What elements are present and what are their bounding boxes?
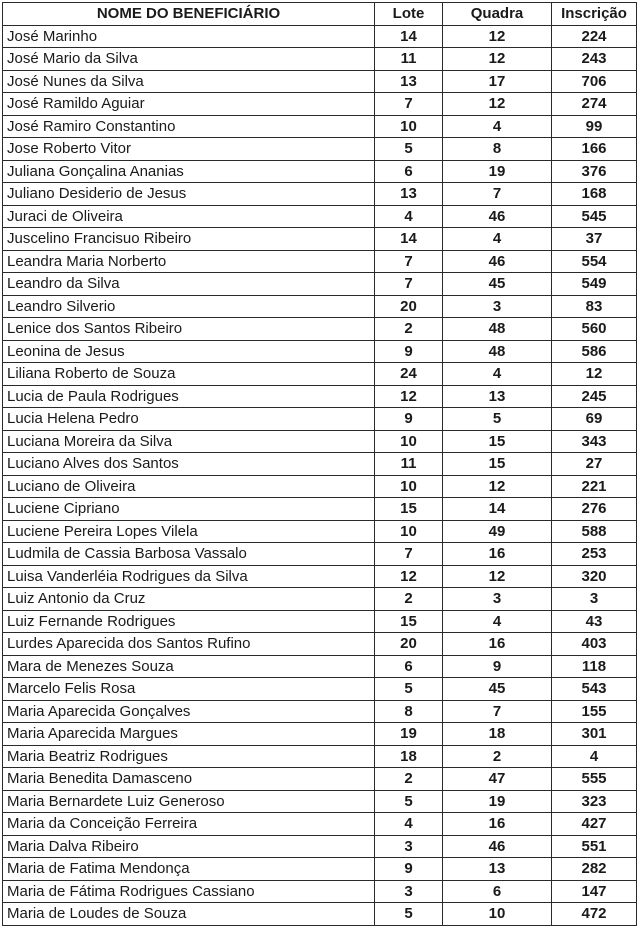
cell-inscricao: 155 [552,700,637,723]
cell-lote: 10 [375,475,443,498]
table-row [3,723,637,746]
cell-lote: 10 [375,520,443,543]
table-row [3,543,637,566]
table-header-row [3,3,637,26]
cell-inscricao: 243 [552,48,637,71]
cell-lote: 6 [375,160,443,183]
table-row [3,250,637,273]
cell-inscricao: 555 [552,768,637,791]
cell-name: Marcelo Felis Rosa [3,678,375,701]
cell-inscricao: 554 [552,250,637,273]
cell-name: José Ramiro Constantino [3,115,375,138]
cell-quadra: 15 [443,430,552,453]
cell-lote: 7 [375,273,443,296]
cell-quadra: 12 [443,565,552,588]
cell-name: Lucia Helena Pedro [3,408,375,431]
cell-quadra: 5 [443,408,552,431]
cell-quadra: 48 [443,318,552,341]
table-row [3,385,637,408]
table-row [3,160,637,183]
cell-name: Maria da Conceição Ferreira [3,813,375,836]
table-row [3,655,637,678]
cell-lote: 7 [375,250,443,273]
cell-lote: 3 [375,880,443,903]
cell-quadra: 18 [443,723,552,746]
cell-inscricao: 221 [552,475,637,498]
cell-lote: 13 [375,183,443,206]
table-row [3,363,637,386]
cell-quadra: 4 [443,363,552,386]
table-row [3,295,637,318]
cell-inscricao: 545 [552,205,637,228]
cell-name: Leandra Maria Norberto [3,250,375,273]
cell-lote: 9 [375,340,443,363]
cell-quadra: 17 [443,70,552,93]
table-row [3,813,637,836]
table-row [3,678,637,701]
cell-inscricao: 320 [552,565,637,588]
beneficiary-table [2,2,637,926]
cell-lote: 8 [375,700,443,723]
cell-quadra: 4 [443,115,552,138]
cell-inscricao: 69 [552,408,637,431]
cell-name: Luciene Cipriano [3,498,375,521]
cell-name: Liliana Roberto de Souza [3,363,375,386]
table-row [3,25,637,48]
cell-inscricao: 3 [552,588,637,611]
table-row [3,273,637,296]
cell-inscricao: 276 [552,498,637,521]
cell-inscricao: 99 [552,115,637,138]
cell-lote: 6 [375,655,443,678]
cell-inscricao: 551 [552,835,637,858]
cell-name: Juraci de Oliveira [3,205,375,228]
cell-name: Lurdes Aparecida dos Santos Rufino [3,633,375,656]
cell-inscricao: 224 [552,25,637,48]
cell-inscricao: 274 [552,93,637,116]
table-row [3,858,637,881]
cell-inscricao: 83 [552,295,637,318]
cell-name: Maria de Fátima Rodrigues Cassiano [3,880,375,903]
cell-inscricao: 560 [552,318,637,341]
cell-inscricao: 586 [552,340,637,363]
beneficiary-document [2,2,636,926]
cell-quadra: 16 [443,633,552,656]
header-quadra: Quadra [443,3,552,26]
table-row [3,70,637,93]
cell-quadra: 3 [443,588,552,611]
cell-lote: 2 [375,588,443,611]
cell-lote: 13 [375,70,443,93]
table-row [3,745,637,768]
table-row [3,408,637,431]
cell-quadra: 13 [443,385,552,408]
cell-inscricao: 147 [552,880,637,903]
cell-lote: 7 [375,543,443,566]
cell-inscricao: 376 [552,160,637,183]
cell-lote: 3 [375,835,443,858]
cell-name: José Marinho [3,25,375,48]
cell-quadra: 6 [443,880,552,903]
cell-quadra: 12 [443,93,552,116]
cell-name: Leandro Silverio [3,295,375,318]
cell-quadra: 46 [443,835,552,858]
cell-quadra: 45 [443,273,552,296]
cell-inscricao: 37 [552,228,637,251]
cell-name: Juliano Desiderio de Jesus [3,183,375,206]
cell-quadra: 12 [443,25,552,48]
cell-inscricao: 282 [552,858,637,881]
cell-lote: 19 [375,723,443,746]
cell-lote: 5 [375,138,443,161]
cell-quadra: 10 [443,903,552,926]
cell-inscricao: 253 [552,543,637,566]
cell-name: Luciano Alves dos Santos [3,453,375,476]
cell-quadra: 19 [443,160,552,183]
cell-lote: 2 [375,768,443,791]
cell-lote: 11 [375,453,443,476]
table-body [3,25,637,925]
cell-lote: 15 [375,610,443,633]
cell-lote: 18 [375,745,443,768]
cell-quadra: 14 [443,498,552,521]
table-row [3,588,637,611]
cell-quadra: 13 [443,858,552,881]
table-row [3,475,637,498]
cell-name: Luiz Fernande Rodrigues [3,610,375,633]
cell-lote: 5 [375,790,443,813]
cell-quadra: 7 [443,700,552,723]
cell-name: Maria Aparecida Margues [3,723,375,746]
cell-lote: 2 [375,318,443,341]
cell-quadra: 12 [443,48,552,71]
cell-lote: 5 [375,903,443,926]
table-row [3,880,637,903]
cell-quadra: 46 [443,205,552,228]
cell-quadra: 45 [443,678,552,701]
cell-inscricao: 168 [552,183,637,206]
cell-lote: 11 [375,48,443,71]
cell-quadra: 4 [443,610,552,633]
cell-name: Maria Bernardete Luiz Generoso [3,790,375,813]
cell-lote: 10 [375,430,443,453]
cell-name: José Mario da Silva [3,48,375,71]
cell-name: Lenice dos Santos Ribeiro [3,318,375,341]
table-row [3,835,637,858]
cell-quadra: 49 [443,520,552,543]
cell-name: Juliana Gonçalina Ananias [3,160,375,183]
cell-inscricao: 12 [552,363,637,386]
table-row [3,903,637,926]
cell-lote: 24 [375,363,443,386]
cell-name: Luiz Antonio da Cruz [3,588,375,611]
table-row [3,520,637,543]
cell-name: Maria Aparecida Gonçalves [3,700,375,723]
cell-inscricao: 549 [552,273,637,296]
cell-quadra: 16 [443,813,552,836]
header-inscricao: Inscrição [552,3,637,26]
table-row [3,453,637,476]
cell-lote: 4 [375,813,443,836]
table-row [3,48,637,71]
cell-lote: 9 [375,858,443,881]
cell-inscricao: 323 [552,790,637,813]
cell-name: Jose Roberto Vitor [3,138,375,161]
cell-inscricao: 166 [552,138,637,161]
cell-name: Maria Dalva Ribeiro [3,835,375,858]
table-row [3,768,637,791]
cell-inscricao: 706 [552,70,637,93]
cell-quadra: 12 [443,475,552,498]
cell-name: Ludmila de Cassia Barbosa Vassalo [3,543,375,566]
cell-quadra: 46 [443,250,552,273]
cell-name: Maria de Fatima Mendonça [3,858,375,881]
cell-quadra: 16 [443,543,552,566]
header-name: NOME DO BENEFICIÁRIO [3,3,375,26]
cell-quadra: 7 [443,183,552,206]
cell-lote: 12 [375,565,443,588]
table-row [3,340,637,363]
table-row [3,610,637,633]
cell-lote: 14 [375,25,443,48]
cell-quadra: 19 [443,790,552,813]
cell-lote: 10 [375,115,443,138]
cell-name: Maria Benedita Damasceno [3,768,375,791]
cell-quadra: 2 [443,745,552,768]
table-row [3,318,637,341]
cell-name: Luciene Pereira Lopes Vilela [3,520,375,543]
cell-lote: 20 [375,295,443,318]
cell-lote: 4 [375,205,443,228]
cell-quadra: 3 [443,295,552,318]
table-row [3,790,637,813]
table-row [3,93,637,116]
cell-inscricao: 472 [552,903,637,926]
cell-inscricao: 43 [552,610,637,633]
cell-name: Leandro da Silva [3,273,375,296]
cell-lote: 9 [375,408,443,431]
table-row [3,138,637,161]
cell-name: Juscelino Francisuo Ribeiro [3,228,375,251]
cell-inscricao: 118 [552,655,637,678]
cell-quadra: 9 [443,655,552,678]
cell-lote: 15 [375,498,443,521]
cell-inscricao: 27 [552,453,637,476]
cell-lote: 7 [375,93,443,116]
cell-name: Luciana Moreira da Silva [3,430,375,453]
table-row [3,700,637,723]
cell-lote: 14 [375,228,443,251]
cell-name: Maria de Loudes de Souza [3,903,375,926]
cell-inscricao: 427 [552,813,637,836]
cell-name: Luciano de Oliveira [3,475,375,498]
table-row [3,565,637,588]
cell-inscricao: 588 [552,520,637,543]
cell-name: Lucia de Paula Rodrigues [3,385,375,408]
cell-name: Luisa Vanderléia Rodrigues da Silva [3,565,375,588]
cell-lote: 12 [375,385,443,408]
cell-quadra: 47 [443,768,552,791]
table-row [3,228,637,251]
table-row [3,633,637,656]
header-lote: Lote [375,3,443,26]
cell-name: José Nunes da Silva [3,70,375,93]
cell-inscricao: 245 [552,385,637,408]
cell-quadra: 4 [443,228,552,251]
cell-name: Maria Beatriz Rodrigues [3,745,375,768]
cell-name: Mara de Menezes Souza [3,655,375,678]
cell-inscricao: 4 [552,745,637,768]
cell-quadra: 8 [443,138,552,161]
cell-inscricao: 543 [552,678,637,701]
cell-quadra: 48 [443,340,552,363]
cell-lote: 20 [375,633,443,656]
table-row [3,430,637,453]
cell-inscricao: 343 [552,430,637,453]
cell-inscricao: 403 [552,633,637,656]
cell-quadra: 15 [443,453,552,476]
table-row [3,183,637,206]
table-row [3,115,637,138]
cell-name: Leonina de Jesus [3,340,375,363]
cell-name: José Ramildo Aguiar [3,93,375,116]
table-row [3,205,637,228]
cell-inscricao: 301 [552,723,637,746]
cell-lote: 5 [375,678,443,701]
table-row [3,498,637,521]
